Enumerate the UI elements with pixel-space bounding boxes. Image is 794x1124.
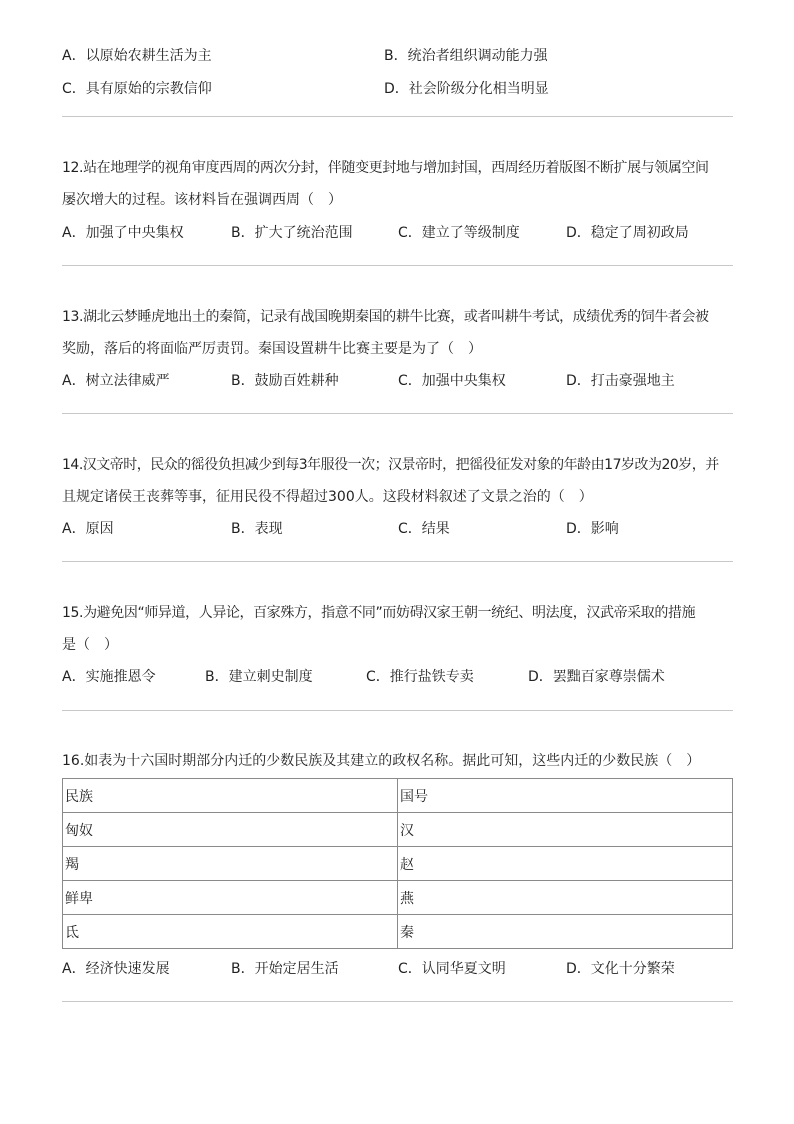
q12-option-d: D．稳定了周初政局 [566,225,689,241]
question-divider [62,265,733,266]
q14-option-a: A．原因 [62,521,114,537]
q12-stem-line2: 屡次增大的过程。该材料旨在强调西周（ ） [62,192,342,208]
q16-stem-line1: 16.如表为十六国时期部分内迁的少数民族及其建立的政权名称。据此可知，这些内迁的少数民族（ ） [62,753,701,769]
q12-option-b: B．扩大了统治范围 [231,225,353,241]
q14-option-c: C．结果 [398,521,450,537]
q16-option-b: B．开始定居生活 [231,961,339,977]
table-cell: 鲜卑 [63,881,398,915]
q14-option-b: B．表现 [231,521,283,537]
q11-option-a: A．以原始农耕生活为主 [62,48,212,64]
table-row [63,915,733,949]
table-cell: 汉 [398,813,733,847]
q13-option-b: B．鼓励百姓耕种 [231,373,339,389]
question-divider [62,1001,733,1002]
q14-stem-line1: 14.汉文帝时，民众的徭役负担减少到每3年服役一次；汉景帝时，把徭役征发对象的年龄由17岁改为20岁，并 [62,457,719,473]
q12-option-c: C．建立了等级制度 [398,225,520,241]
table-cell: 匈奴 [63,813,398,847]
question-divider [62,413,733,414]
q13-option-a: A．树立法律威严 [62,373,170,389]
table-cell: 赵 [398,847,733,881]
q16-option-a: A．经济快速发展 [62,961,170,977]
q15-option-d: D．罢黜百家尊崇儒术 [528,669,665,685]
q16-option-d: D．文化十分繁荣 [566,961,675,977]
table-cell: 秦 [398,915,733,949]
q11-option-c: C．具有原始的宗教信仰 [62,81,212,97]
question-divider [62,710,733,711]
q15-option-b: B．建立刺史制度 [205,669,313,685]
table-row [63,881,733,915]
q11-option-d: D．社会阶级分化相当明显 [384,81,549,97]
table-cell: 氐 [63,915,398,949]
q15-option-a: A．实施推恩令 [62,669,156,685]
table-header-cell: 民族 [63,779,398,813]
q12-option-a: A．加强了中央集权 [62,225,184,241]
table-row [63,813,733,847]
question-divider [62,116,733,117]
q16-option-c: C．认同华夏文明 [398,961,506,977]
q11-option-b: B．统治者组织调动能力强 [384,48,548,64]
q13-stem-line1: 13.湖北云梦睡虎地出土的秦简，记录有战国晚期秦国的耕牛比赛，或者叫耕牛考试，成绩优秀的饲牛者会被 [62,309,709,325]
q15-stem-line2: 是（ ） [62,637,118,653]
q13-stem-line2: 奖励，落后的将面临严厉责罚。秦国设置耕牛比赛主要是为了（ ） [62,341,482,357]
q15-stem-line1: 15.为避免因“师异道，人异论，百家殊方，指意不同”而妨碍汉家王朝一统纪、明法度，汉武帝采取的措施 [62,605,696,621]
q12-stem-line1: 12.站在地理学的视角审度西周的两次分封，伴随变更封地与增加封国，西周经历着版图不断扩展与领属空间 [62,160,709,176]
table-header-cell: 国号 [398,779,733,813]
q14-stem-line2: 且规定诸侯王丧葬等事，征用民役不得超过300人。这段材料叙述了文景之治的（ ） [62,489,593,505]
q13-option-d: D．打击豪强地主 [566,373,675,389]
table-cell: 羯 [63,847,398,881]
q14-option-d: D．影响 [566,521,619,537]
q13-option-c: C．加强中央集权 [398,373,506,389]
table-header-row [63,779,733,813]
question-divider [62,561,733,562]
table-cell: 燕 [398,881,733,915]
table-row [63,847,733,881]
ethnic-groups-table [62,778,733,949]
q15-option-c: C．推行盐铁专卖 [366,669,474,685]
